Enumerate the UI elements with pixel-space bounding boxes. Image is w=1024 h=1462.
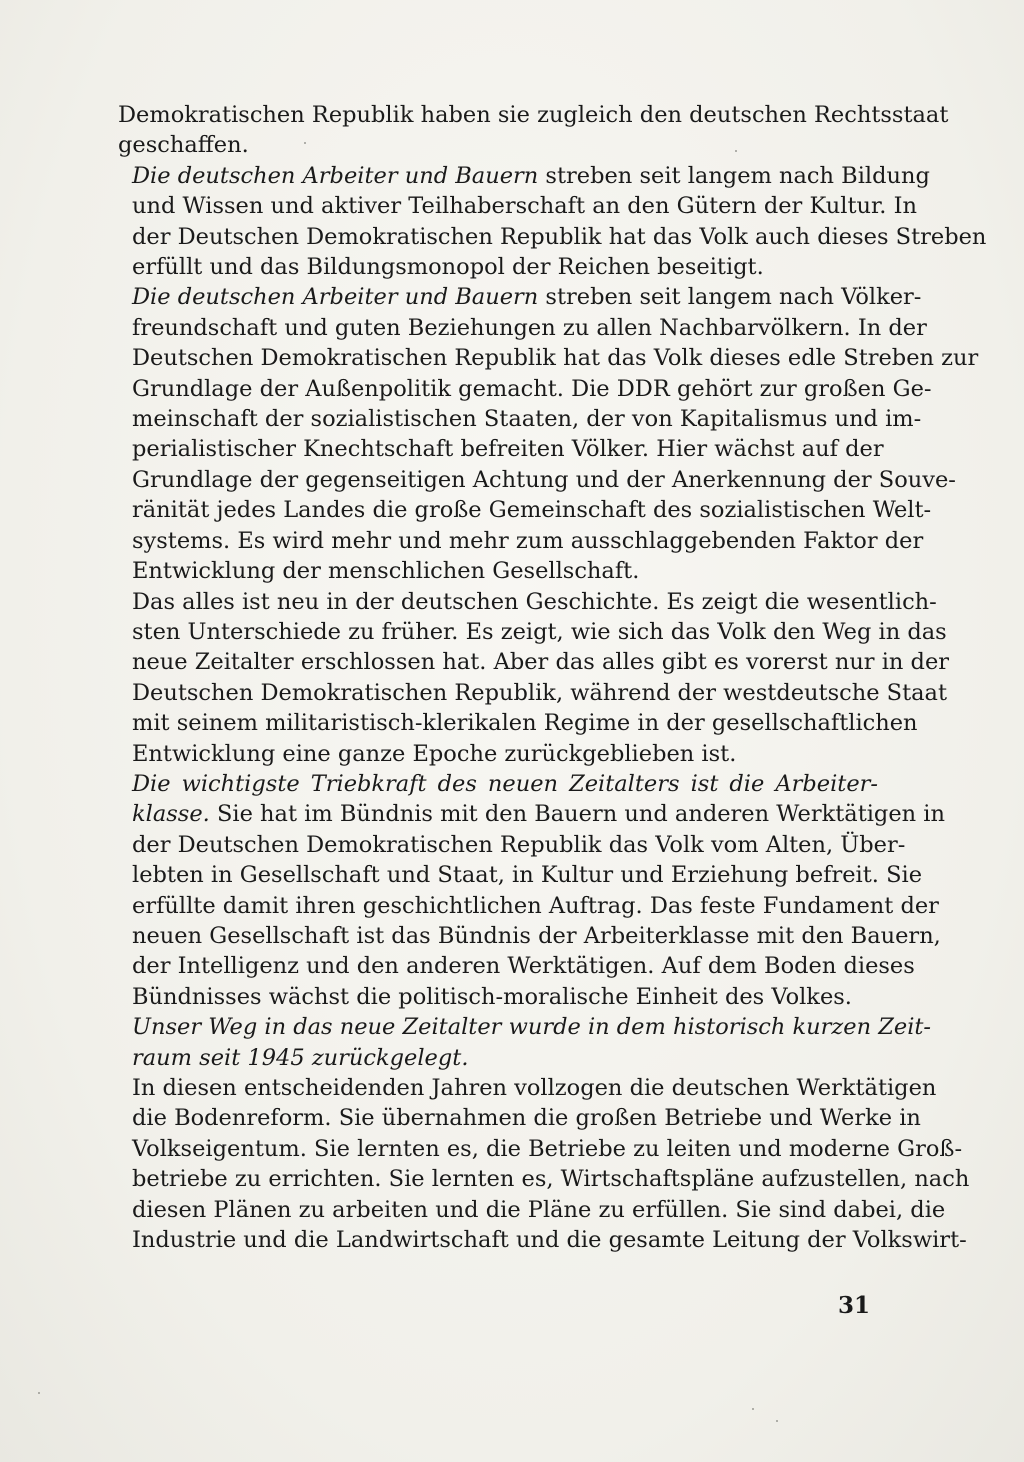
text-line <box>118 161 930 191</box>
text-line: neuen Gesellschaft ist das Bündnis der Arbeiterklasse mit den Bauern, <box>132 922 941 949</box>
scan-speck <box>752 1408 754 1410</box>
text-line: systems. Es wird mehr und mehr zum ausschlaggebenden Faktor der <box>132 527 924 554</box>
text-line: geschaffen. <box>118 132 249 159</box>
text-line: Entwicklung der menschlichen Gesellschaft. <box>132 558 640 585</box>
scan-speck <box>304 142 306 144</box>
text-line: Grundlage der gegenseitigen Achtung und der Anerkennung der Souve- <box>132 466 956 493</box>
text-line: der Intelligenz und den anderen Werktätigen. Auf dem Boden dieses <box>132 953 915 980</box>
text-line: der Deutschen Demokratischen Republik das Volk vom Alten, Über- <box>132 831 906 858</box>
text-line: erfüllt und das Bildungsmonopol der Reichen beseitigt. <box>132 254 764 281</box>
text-line: ränität jedes Landes die große Gemeinschaft des sozialistischen Welt- <box>132 497 932 524</box>
text-line <box>118 282 922 312</box>
text-line: die Bodenreform. Sie übernahmen die großen Betriebe und Werke in <box>132 1105 921 1132</box>
page-number: 31 <box>838 1292 871 1319</box>
emphasis-lead: klasse. <box>132 801 210 828</box>
paragraph-6 <box>118 1012 932 1073</box>
text-line: Bündnisses wächst die politisch-moralische Einheit des Volkes. <box>132 983 852 1010</box>
text-line: Demokratischen Republik haben sie zugleich den deutschen Rechtsstaat <box>118 102 949 128</box>
body-text <box>118 100 987 1255</box>
text-line: Industrie und die Landwirtschaft und die gesamte Leitung der Volkswirt- <box>132 1227 967 1254</box>
text-run: streben seit langem nach Bildung <box>538 162 930 189</box>
emphasis-lead: Unser Weg in das neue Zeitalter wurde in dem historisch kurzen Zeit- <box>132 1014 932 1041</box>
text-line: diesen Plänen zu arbeiten und die Pläne zu erfüllen. Sie sind dabei, die <box>132 1196 946 1223</box>
text-run: streben seit langem nach Völker- <box>538 284 922 311</box>
text-line: Volkseigentum. Sie lernten es, die Betriebe zu leiten und moderne Groß- <box>132 1135 963 1162</box>
emphasis-lead: Die deutschen Arbeiter und Bauern <box>132 284 539 311</box>
text-line: meinschaft der sozialistischen Staaten, der von Kapitalismus und im- <box>132 406 922 433</box>
paragraph-2 <box>118 161 987 283</box>
paragraph-4 <box>118 587 950 769</box>
text-line: Entwicklung eine ganze Epoche zurückgeblieben ist. <box>132 740 737 767</box>
text-line: Grundlage der Außenpolitik gemacht. Die DDR gehört zur großen Ge- <box>132 375 932 402</box>
text-line: Deutschen Demokratischen Republik hat das Volk dieses edle Streben zur <box>132 345 979 372</box>
text-line <box>118 1043 878 1073</box>
emphasis-lead: Die wichtigste Triebkraft des neuen Zeitalters ist die Arbeiter- <box>132 770 878 797</box>
emphasis-lead: raum seit 1945 zurückgelegt. <box>132 1044 469 1071</box>
text-line: erfüllte damit ihren geschichtlichen Auftrag. Das feste Fundament der <box>132 892 939 919</box>
scan-speck <box>38 1392 40 1394</box>
text-line <box>118 769 878 799</box>
text-line: Deutschen Demokratischen Republik, während der westdeutsche Staat <box>132 679 947 706</box>
scan-speck <box>735 150 737 152</box>
text-line: betriebe zu errichten. Sie lernten es, Wirtschaftspläne aufzustellen, nach <box>132 1166 970 1193</box>
text-line: der Deutschen Demokratischen Republik hat das Volk auch dieses Streben <box>132 223 987 250</box>
scan-speck <box>776 1420 778 1422</box>
text-run: Sie hat im Bündnis mit den Bauern und anderen Werktätigen in <box>209 801 945 828</box>
text-line: mit seinem militaristisch-klerikalen Regime in der gesellschaftlichen <box>132 710 918 737</box>
text-line: sten Unterschiede zu früher. Es zeigt, wie sich das Volk den Weg in das <box>132 618 947 645</box>
emphasis-lead: Die deutschen Arbeiter und Bauern <box>132 162 539 189</box>
text-line: und Wissen und aktiver Teilhaberschaft an den Gütern der Kultur. In <box>132 193 917 220</box>
paragraph-3 <box>118 282 979 586</box>
text-line: lebten in Gesellschaft und Staat, in Kultur und Erziehung befreit. Sie <box>132 862 923 889</box>
paragraph-7 <box>118 1073 970 1255</box>
paragraph-5 <box>118 769 945 1012</box>
text-line: In diesen entscheidenden Jahren vollzogen die deutschen Werktätigen <box>132 1075 937 1101</box>
text-line <box>118 1012 932 1042</box>
text-line: Das alles ist neu in der deutschen Geschichte. Es zeigt die wesentlich- <box>132 588 937 615</box>
text-line: neue Zeitalter erschlossen hat. Aber das alles gibt es vorerst nur in der <box>132 649 950 676</box>
text-line: freundschaft und guten Beziehungen zu allen Nachbarvölkern. In der <box>132 314 927 341</box>
paragraph-1 <box>118 100 949 161</box>
text-line: perialistischer Knechtschaft befreiten Völker. Hier wächst auf der <box>132 436 884 463</box>
text-line <box>118 799 945 829</box>
